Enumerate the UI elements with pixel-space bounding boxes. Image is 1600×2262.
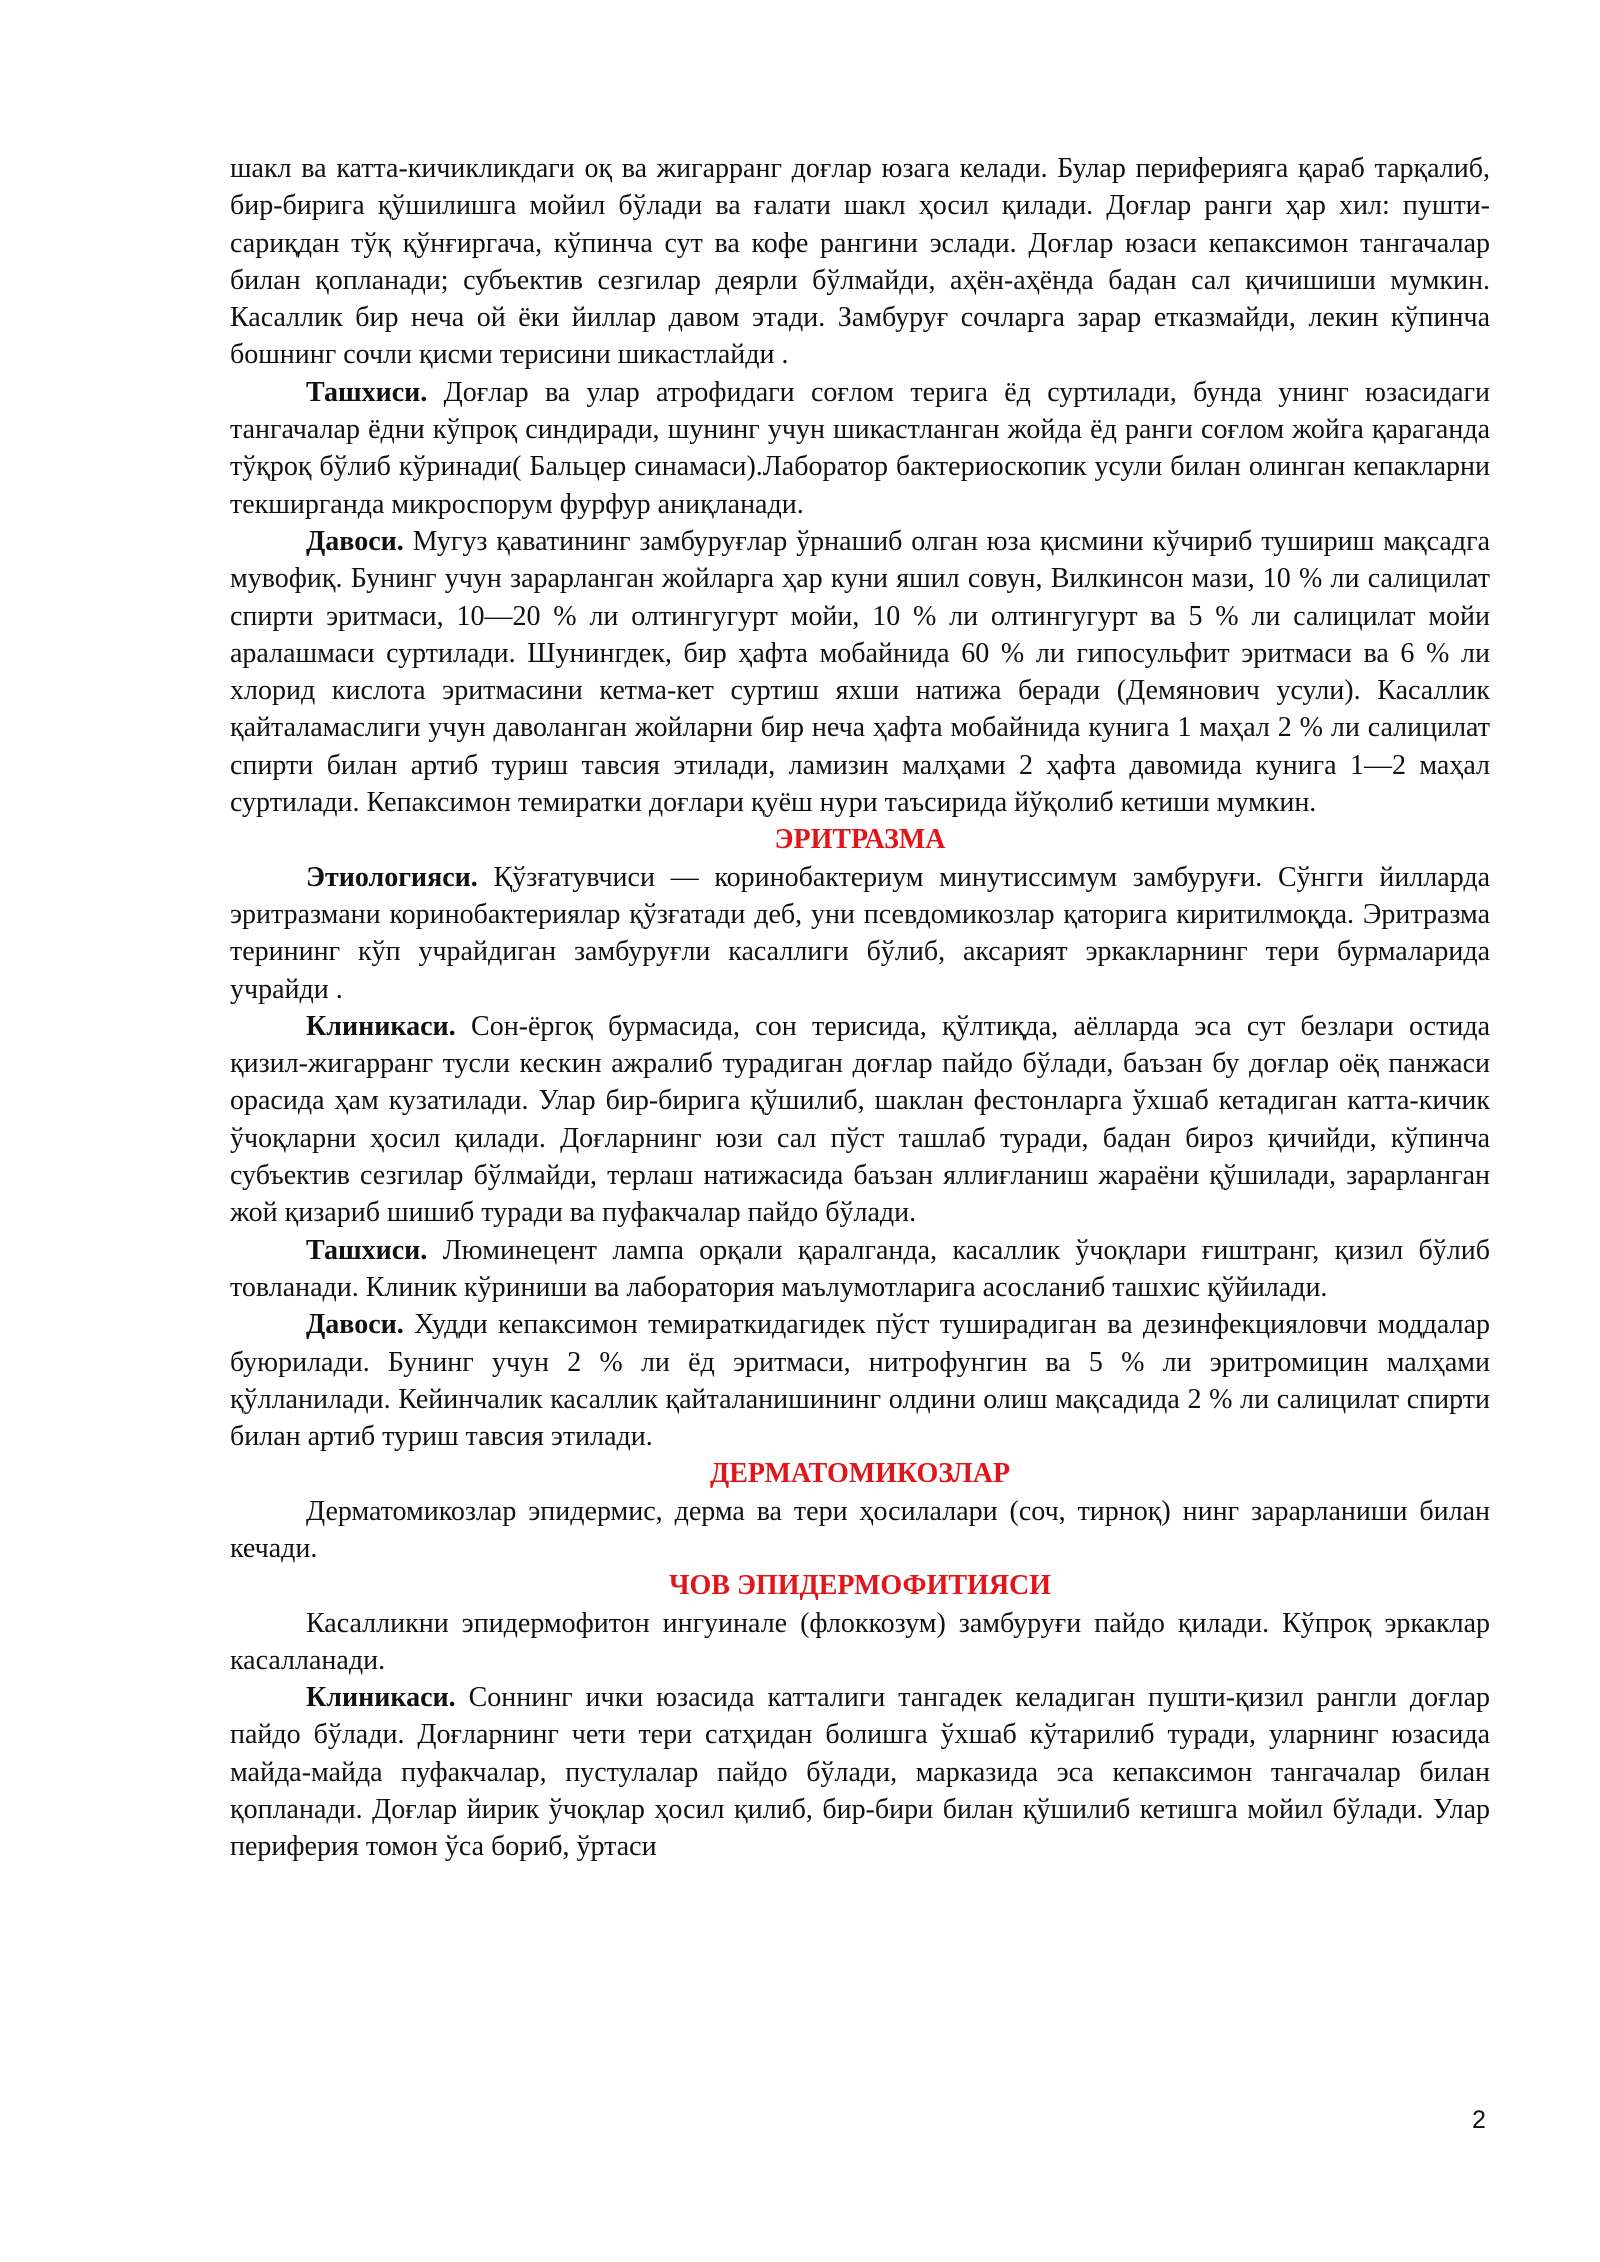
paragraph-text: Сон-ёргоқ бурмасида, сон терисида, қўлтиқда, аёлларда эса сут безлари остида қизил-жигарранг тусли кескин ажралиб турадиган доғлар пайдо бўлади, баъзан бу доғлар оёқ панжаси орасида ҳам кузатилади. Улар бир-бирига қўшилиб, шаклан фестонларга ўхшаб кетадиган катта-кичик ўчоқларни ҳосил қилади. Доғларнинг юзи сал пўст ташлаб туради, бадан бироз қичийди, кўпинча субъектив сезгилар бўлмайди, терлаш натижасида баъзан яллиғланиш жараёни қўшилади, зарарланган жой қизариб шишиб туради ва пуфакчалар пайдо бўлади. [230, 1010, 1490, 1229]
paragraph-etiology [230, 859, 1490, 1008]
paragraph-text: Доғлар ва улар атрофидаги соғлом терига ёд суртилади, бунда унинг юзасидаги тангачалар ёдни кўпроқ синдиради, шунинг учун шикастланган жойда ёд ранги соғлом жойга қараганда тўқроқ бўлиб кўринади( Бальцер синамаси).Лаборатор бактериоскопик усули билан олинган кепакларни текширганда микроспорум фурфур аниқланади. [230, 376, 1490, 520]
paragraph-diagnosis-2 [230, 1232, 1490, 1307]
paragraph-dermatomycoses-intro: Дерматомикозлар эпидермис, дерма ва тери ҳосилалари (соч, тирноқ) нинг зарарланиши билан кечади. [230, 1495, 1490, 1564]
paragraph-text: Соннинг ички юзасида катталиги тангадек келадиган пушти-қизил рангли доғлар пайдо бўлади. Доғларнинг чети тери сатҳидан болишга ўхшаб кўтарилиб туради, уларнинг юзасида майда-майда пуфакчалар, пустулалар пайдо бўлади, марказида эса кепаксимон тангачалар билан қопланади. Доғлар йирик ўчоқлар ҳосил қилиб, бир-бири билан қўшилиб кетишга мойил бўлади. Улар периферия томон ўса бориб, ўртаси [230, 1682, 1490, 1863]
paragraph-clinical-2 [230, 1679, 1490, 1865]
paragraph-clinical-1 [230, 1008, 1490, 1232]
paragraph-text: Мугуз қаватининг замбуруғлар ўрнашиб олган юза қисмини кўчириб тушириш мақсадга мувофиқ. Бунинг учун зарарланган жойларга ҳар куни яшил совун, Вилкинсон мази, 10 % ли салицилат спирти эритмаси, 10—20 % ли олтингугурт мойи, 10 % ли олтингугурт ва 5 % ли салицилат мойи аралашмаси суртилади. Шунингдек, бир ҳафта мобайнида 60 % ли гипосульфит эритмаси ва 6 % ли хлорид кислота эритмасини кетма-кет суртиш яхши натижа беради (Демянович усули). Касаллик қайталамаслиги учун даволанган жойларни бир неча ҳафта мобайнида кунига 1 маҳал 2 % ли салицилат спирти билан артиб туриш тавсия этилади, ламизин малҳами 2 ҳафта давомида кунига 1—2 маҳал суртилади. Кепаксимон темиратки доғлари қуёш нури таъсирида йўқолиб кетиши мумкин. [230, 525, 1490, 819]
paragraph-epidermophytia-intro: Касалликни эпидермофитон ингуинале (флоккозум) замбуруғи пайдо қилади. Кўпроқ эркаклар касалланади. [230, 1607, 1490, 1676]
paragraph-label: Давоси. [306, 525, 404, 557]
paragraph-label: Давоси. [306, 1309, 404, 1341]
document-page [230, 150, 1490, 1866]
paragraph-text: Қўзғатувчиси — коринобактериум минутиссимум замбуруғи. Сўнгги йилларда эритразмани коринобактериялар қўзғатади деб, уни псевдомикозлар қаторига киритилмоқда. Эритразма терининг кўп учрайдиган замбуруғли касаллиги бўлиб, аксарият эркакларнинг тери бурмаларида учрайди . [230, 861, 1490, 1005]
paragraph-label: Этиологияси. [306, 861, 478, 893]
paragraph-label: Ташхиси. [306, 376, 428, 408]
paragraph-continuation: шакл ва катта-кичикликдаги оқ ва жигарранг доғлар юзага келади. Булар периферияга қараб тарқалиб, бир-бирига қўшилишга мойил бўлади ва ғалати шакл ҳосил қилади. Доғлар ранги ҳар хил: пушти-сариқдан тўқ қўнғиргача, кўпинча сут ва кофе рангини эслади. Доғлар юзаси кепаксимон тангачалар билан қопланади; субъектив сезгилар деярли бўлмайди, аҳён-аҳёнда бадан сал қичишиши мумкин. Касаллик бир неча ой ёки йиллар давом этади. Замбуруғ сочларга зарар етказмайди, лекин кўпинча бошнинг сочли қисми терисини шикастлайди . [230, 153, 1490, 371]
paragraph-label: Клиникаси. [306, 1682, 456, 1714]
paragraph-label: Ташхиси. [306, 1234, 428, 1266]
section-heading-dermatomycoses: ДЕРМАТОМИКОЗЛАР [709, 1458, 1011, 1490]
section-heading-erythrasma: ЭРИТРАЗМА [774, 824, 946, 856]
paragraph-label: Клиникаси. [306, 1010, 456, 1042]
section-heading-inguinal-epidermophytia: ЧОВ ЭПИДЕРМОФИТИЯСИ [668, 1570, 1052, 1602]
paragraph-text: Худди кепаксимон темираткидагидек пўст туширадиган ва дезинфекцияловчи моддалар буюрилади. Бунинг учун 2 % ли ёд эритмаси, нитрофунгин ва 5 % ли эритромицин малҳами қўлланилади. Кейинчалик касаллик қайталанишининг олдини олиш мақсадида 2 % ли салицилат спирти билан артиб туриш тавсия этилади. [230, 1309, 1490, 1453]
paragraph-diagnosis-1 [230, 374, 1490, 523]
page-number: 2 [1472, 2106, 1486, 2134]
paragraph-text: Люминецент лампа орқали қаралганда, касаллик ўчоқлари ғиштранг, қизил бўлиб товланади. Клиник кўриниши ва лаборатория маълумотларига асосланиб ташхис қўйилади. [230, 1234, 1490, 1303]
paragraph-treatment-1 [230, 523, 1490, 821]
paragraph-treatment-2 [230, 1306, 1490, 1455]
